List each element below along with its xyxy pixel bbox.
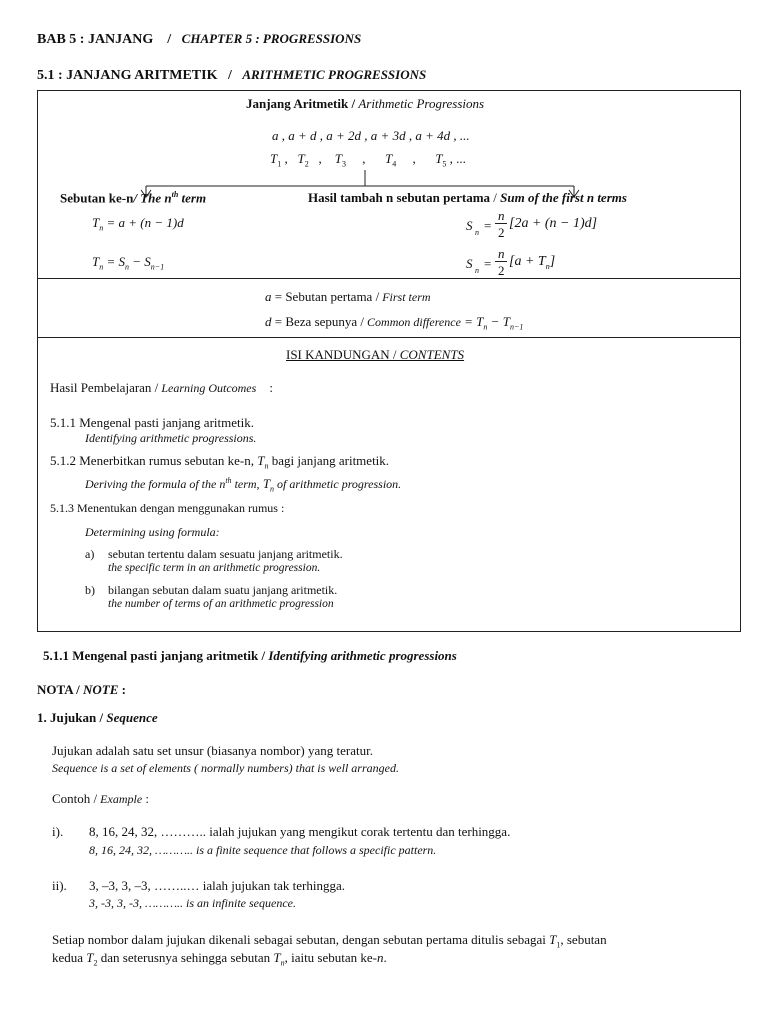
- sequence-definition: Jujukan adalah satu set unsur (biasanya nombor) yang teratur.: [52, 743, 373, 758]
- section-511-heading: 5.1.1 Mengenal pasti janjang aritmetik / Identifying arithmetic progressions: [43, 648, 457, 663]
- example-2-label: ii).: [52, 878, 67, 893]
- common-difference-definition: d = Beza sepunya / Common difference = $T_n - T_{n-1}$: [265, 314, 524, 332]
- example-1: 8, 16, 24, 32, ……….. ialah jujukan yang mengikut corak tertentu dan terhingga.: [89, 824, 511, 839]
- note-heading: NOTA / NOTE :: [37, 682, 126, 697]
- sequence-heading: 1. Jujukan / Sequence: [37, 710, 158, 725]
- box-title: Janjang Aritmetik / Arithmetic Progressions: [246, 96, 485, 111]
- first-term-definition: a = Sebutan pertama / First term: [265, 289, 431, 304]
- outcome-511: 5.1.1 Mengenal pasti janjang aritmetik.: [50, 415, 254, 430]
- terms-paragraph-line-2: kedua $T_2$ dan seterusnya sehingga sebutan $T_n$, iaitu sebutan ke-n.: [52, 950, 387, 968]
- outcome-513-b-label: b): [85, 583, 95, 597]
- sum-heading: Hasil tambah n sebutan pertama / Sum of the first n terms: [308, 190, 627, 205]
- outcome-513-a-label: a): [85, 547, 95, 561]
- formula-tn-difference: $T_n = S_n - S_{n-1}$: [92, 254, 165, 272]
- outcome-513-en: Determining using formula:: [85, 525, 220, 539]
- example-heading: Contoh / Example :: [52, 791, 150, 806]
- formula-tn-general: $T_n = a + (n - 1)d$: [92, 215, 184, 233]
- contents-heading: ISI KANDUNGAN / CONTENTS: [286, 347, 465, 362]
- example-2-en: 3, -3, 3, -3, ……….. is an infinite sequence.: [89, 896, 296, 910]
- chapter-title: BAB 5 : JANJANG / CHAPTER 5 : PROGRESSIONS: [37, 31, 362, 47]
- outcome-513-a: sebutan tertentu dalam sesuatu janjang aritmetik.: [108, 547, 343, 561]
- learning-outcomes-heading: Hasil Pembelajaran / Learning Outcomes :: [50, 380, 273, 395]
- sequence-expression: a , a + d , a + 2d , a + 3d , a + 4d , ...: [272, 128, 470, 143]
- nth-term-heading: Sebutan ke-n/ The $n^{th}$ term: [60, 190, 207, 206]
- example-1-label: i).: [52, 824, 64, 839]
- outcome-511-en: Identifying arithmetic progressions.: [85, 431, 257, 445]
- outcome-513-b: bilangan sebutan dalam suatu janjang aritmetik.: [108, 583, 338, 597]
- outcome-512: 5.1.2 Menerbitkan rumus sebutan ke-n, $T_n$ bagi janjang aritmetik.: [50, 453, 390, 471]
- term-labels: $T_1$ , $T_2$ , $T_3$ , $T_4$ , $T_5$ , ...: [270, 151, 466, 169]
- example-1-en: 8, 16, 24, 32, ……….. is a finite sequence that follows a specific pattern.: [89, 843, 437, 857]
- outcome-513-a-en: the specific term in an arithmetic progression.: [108, 562, 321, 574]
- terms-paragraph-line-1: Setiap nombor dalam jujukan dikenali sebagai sebutan, dengan sebutan pertama ditulis sebagai $T_1$, sebutan: [52, 932, 607, 950]
- example-2: 3, –3, 3, –3, ……..… ialah jujukan tak terhingga.: [89, 878, 345, 893]
- outcome-513: 5.1.3 Menentukan dengan menggunakan rumus :: [50, 501, 285, 515]
- section-title: 5.1 : JANJANG ARITMETIK / ARITHMETIC PROGRESSIONS: [37, 67, 427, 83]
- sequence-definition-en: Sequence is a set of elements ( normally numbers) that is well arranged.: [52, 761, 399, 775]
- outcome-513-b-en: the number of terms of an arithmetic progression: [108, 598, 334, 610]
- outcome-512-en: Deriving the formula of the $n^{th}$ term, $T_n$ of arithmetic progression.: [85, 476, 402, 494]
